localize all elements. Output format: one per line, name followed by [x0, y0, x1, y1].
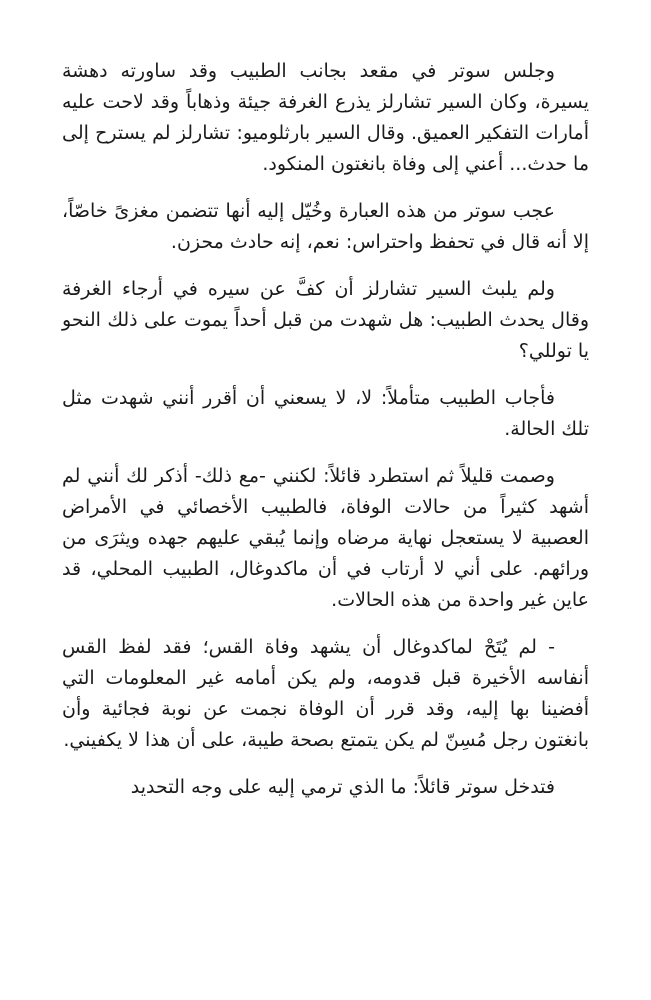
paragraph-dialogue-dash: - لم يُتَحْ لماكدوغال أن يشهد وفاة القس؛ فقد لفظ القس أنفاسه الأخيرة قبل قدومه، ولم يكن أمامه غير المعلومات التي أفضينا بها إليه، وقد قرر أن الوفاة نجمت عن نوبة فجائية وأن بانغتون رجل مُسِنّ لم يكن يتمتع بصحة طيبة، على أن هذا لا يكفيني. — [62, 636, 589, 751]
paragraph: فأجاب الطبيب متأملاً: لا، لا يسعني أن أقرر أنني شهدت مثل تلك الحالة. — [62, 387, 589, 440]
paragraph: ولم يلبث السير تشارلز أن كفَّ عن سيره في أرجاء الغرفة وقال يحدث الطبيب: هل شهدت من قبل أحداً يموت على ذلك النحو يا توللي؟ — [62, 278, 589, 362]
paragraph: وصمت قليلاً ثم استطرد قائلاً: لكنني -مع ذلك- أذكر لك أنني لم أشهد كثيراً من حالات الوفاة، فالطبيب الأخصائي في الأمراض العصبية لا يستعجل نهاية مرضاه وإنما يُبقي عليهم جهده ويثرَى من ورائهم. على أني لا أرتاب في أن ماكدوغال، الطبيب المحلي، قد عاين غير واحدة من هذه الحالات. — [62, 465, 589, 611]
paragraph: فتدخل سوتر قائلاً: ما الذي ترمي إليه على وجه التحديد — [130, 776, 555, 798]
paragraph: عجب سوتر من هذه العبارة وخُيّل إليه أنها تتضمن مغزىً خاصّاً، إلا أنه قال في تحفظ واحتراس: نعم، إنه حادث محزن. — [62, 200, 589, 253]
paragraph: وجلس سوتر في مقعد بجانب الطبيب وقد ساورته دهشة يسيرة، وكان السير تشارلز يذرع الغرفة جيئة وذهاباً وقد لاحت عليه أمارات التفكير العميق. وقال السير بارثلوميو: تشارلز لم يسترح إلى ما حدث... أعني إلى وفاة بانغتون المنكود. — [62, 60, 589, 175]
